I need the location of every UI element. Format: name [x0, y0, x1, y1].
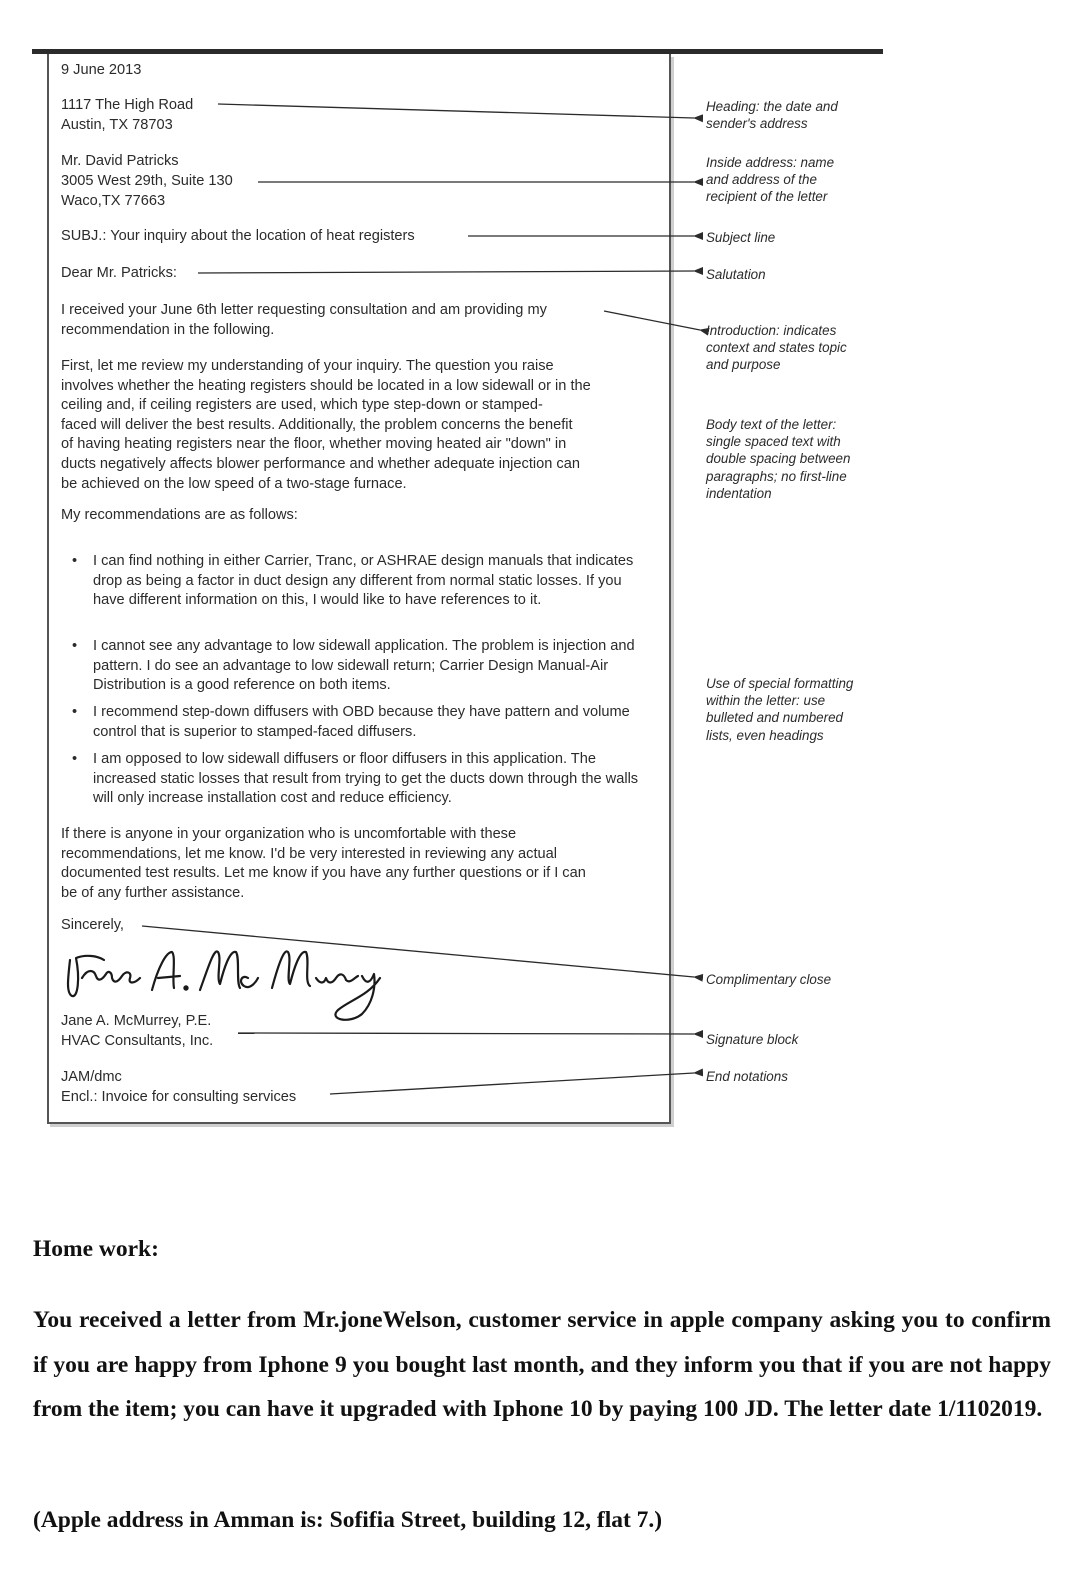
annotation-formatting: Use of special formatting within the letter: use bulleted and numbered lists, even headings — [706, 676, 854, 743]
complimentary-close: Sincerely, — [61, 917, 124, 933]
annotation-body: Body text of the letter: single spaced text with double spacing between paragraphs; no first-line indentation — [706, 417, 851, 501]
recommendations-intro: My recommendations are as follows: — [61, 507, 298, 523]
salutation: Dear Mr. Patricks: — [61, 265, 177, 281]
arrow-close — [142, 926, 694, 977]
end-notation-enclosure: Encl.: Invoice for consulting services — [61, 1089, 297, 1105]
inside-address-line2: 3005 West 29th, Suite 130 — [61, 173, 233, 189]
annotation-end-notations: End notations — [706, 1069, 788, 1084]
subject-line: SUBJ.: Your inquiry about the location of heat registers — [61, 228, 415, 244]
bullet-dot: • — [72, 638, 78, 654]
signature-block-company: HVAC Consultants, Inc. — [61, 1033, 214, 1049]
body-paragraph: First, let me review my understanding of your inquiry. The question you raise involves whether the heating registers should be located in a low sidewall or in the ceiling and, if ceiling registers are used, which type step-down or stamped- faced will deliver the best results. Additionally, the problem concerns the benefit of having heating registers near the floor, whether moving heated air "down" in ducts negatively affects blower performance and whether adequate injection can be achieved on the low speed of a two-stage furnace. — [61, 358, 591, 492]
arrow-signature-block — [238, 1033, 694, 1034]
inside-address-line1: Mr. David Patricks — [61, 153, 179, 169]
annotation-signature-block: Signature block — [706, 1032, 799, 1047]
annotation-heading: Heading: the date and sender's address — [706, 99, 838, 132]
letter-date: 9 June 2013 — [61, 62, 142, 78]
closing-paragraph: If there is anyone in your organization who is uncomfortable with these recommendations, let me know. I'd be very interested in reviewing any actual documented test results. Let me know if you have any further questions or if I can be of any further assistance. — [61, 826, 586, 901]
arrow-salutation — [198, 271, 694, 273]
homework-address-note: (Apple address in Amman is: Sofifia Street, building 12, flat 7.) — [33, 1507, 663, 1533]
annotation-inside-address: Inside address: name and address of the recipient of the letter — [706, 155, 835, 205]
homework-paragraph: You received a letter from Mr.joneWelson, customer service in apple company asking you to confirm if you are happy from Iphone 9 you bought last month, and they inform you that if you are not happy from the item; you can have it upgraded with Iphone 10 by paying 100 JD. The letter date 1/1102019. — [33, 1307, 1051, 1423]
annotation-salutation: Salutation — [706, 267, 766, 282]
introduction-paragraph: I received your June 6th letter requesting consultation and am providing my recommendation in the following. — [61, 302, 547, 338]
bullet-dot: • — [72, 704, 78, 720]
bullet-item-2: I cannot see any advantage to low sidewall application. The problem is injection and pattern. I do see an advantage to low sidewall return; Carrier Design Manual-Air Distribution is a good reference on both items. — [93, 638, 635, 694]
homework-title: Home work: — [33, 1236, 159, 1262]
end-notation-initials: JAM/dmc — [61, 1069, 122, 1085]
annotation-close: Complimentary close — [706, 972, 832, 987]
sender-address-line1: 1117 The High Road — [61, 97, 194, 113]
bullet-dot: • — [72, 751, 78, 767]
arrow-end-notations — [330, 1073, 694, 1094]
bullet-item-1: I can find nothing in either Carrier, Tranc, or ASHRAE design manuals that indicates drop as being a factor in duct design any different from normal static losses. If you have different information on this, I would like to have references to it. — [93, 553, 634, 609]
annotation-introduction: Introduction: indicates context and states topic and purpose — [706, 323, 847, 373]
arrow-introduction — [604, 311, 700, 330]
bullet-item-3: I recommend step-down diffusers with OBD because they have pattern and volume control that is superior to stamped-faced diffusers. — [93, 704, 630, 740]
sender-address-line2: Austin, TX 78703 — [61, 117, 173, 133]
bullet-dot: • — [72, 553, 78, 569]
signature-block-name: Jane A. McMurrey, P.E. — [61, 1013, 212, 1029]
inside-address-line3: Waco,TX 77663 — [61, 193, 166, 209]
annotation-subject: Subject line — [706, 230, 776, 245]
bullet-item-4: I am opposed to low sidewall diffusers or floor diffusers in this application. The increased static losses that result from trying to get the ducts down through the walls will only increase installation cost and reduce efficiency. — [93, 751, 639, 807]
arrow-heading — [218, 104, 694, 118]
